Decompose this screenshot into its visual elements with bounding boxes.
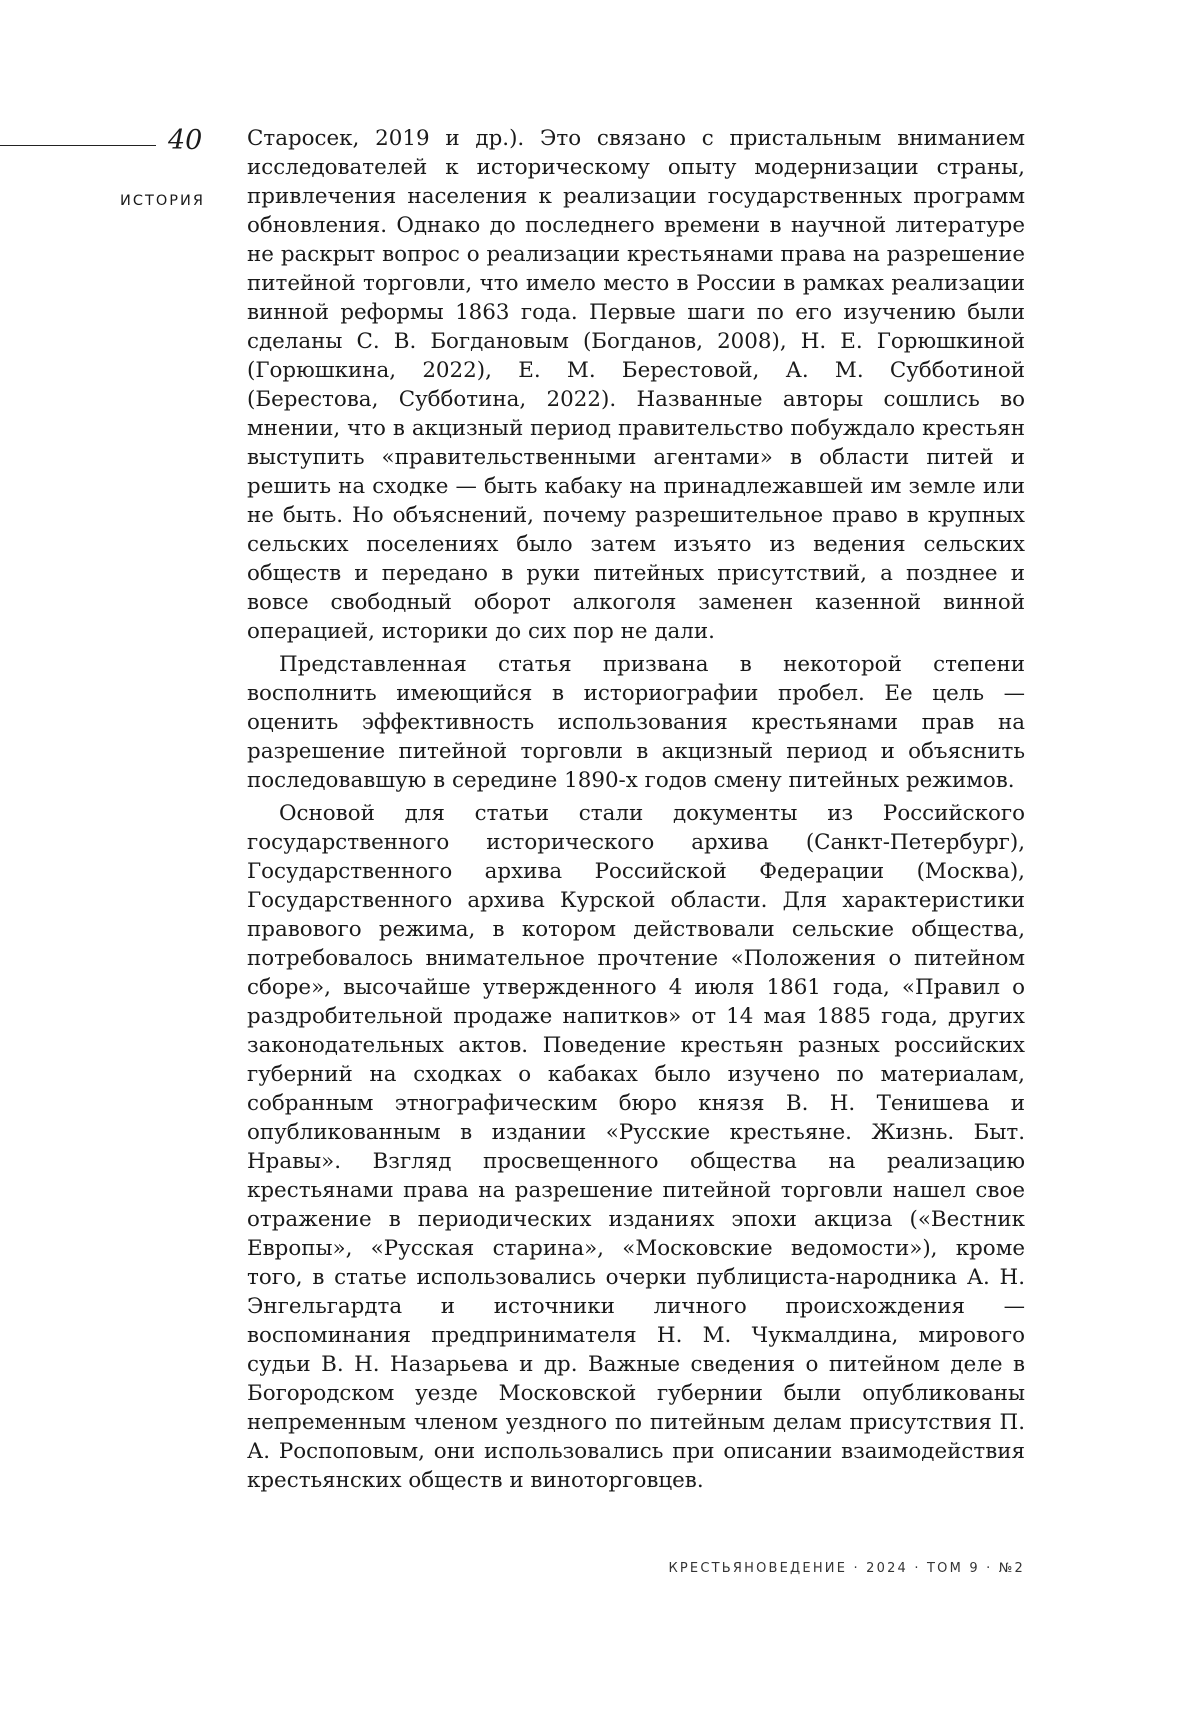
running-footer: КРЕСТЬЯНОВЕДЕНИЕ · 2024 · ТОМ 9 · №2 [668,1561,1025,1576]
page-number: 40 [168,125,203,156]
paragraph-2: Представленная статья призвана в некоторой степени восполнить имеющийся в историографии пробел. Ее цель — оценить эффективность использования крестьянами прав на разрешение питейной торговли в акцизный период и объяснить последовавшую в середине 1890-х годов смену питейных режимов. [247,652,1025,793]
paragraph-1: Старосек, 2019 и др.). Это связано с пристальным вниманием исследователей к историческому опыту модернизации страны, привлечения населения к реализации государственных программ обновления. Однако до последнего времени в научной литературе не раскрыт вопрос о реализации крестьянами права на разрешение питейной торговли, что имело место в России в рамках реализации винной реформы 1863 года. Первые шаги по его изучению были сделаны С. В. Богдановым (Богданов, 2008), Н. Е. Горюшкиной (Горюшкина, 2022), Е. М. Берестовой, А. М. Субботиной (Берестова, Субботина, 2022). Названные авторы сошлись во мнении, что в акцизный период правительство побуждало крестьян выступить «правительственными агентами» в области питей и решить на сходке — быть кабаку на принадлежавшей им земле или не быть. Но объяснений, почему разрешительное право в крупных сельских поселениях было затем изъято из ведения сельских обществ и передано в руки питейных присутствий, а позднее и вовсе свободный оборот алкоголя заменен казенной винной операцией, историки до сих пор не дали. [247,126,1025,644]
section-label: ИСТОРИЯ [120,193,205,209]
paragraph-3: Основой для статьи стали документы из Российского государственного исторического архива (Санкт-Петербург), Государственного архива Российской Федерации (Москва), Государственного архива Курской области. Для характеристики правового режима, в котором действовали сельские общества, потребовалось внимательное прочтение «Положения о питейном сборе», высочайше утвержденного 4 июля 1861 года, «Правил о раздробительной продаже напитков» от 14 мая 1885 года, других законодательных актов. Поведение крестьян разных российских губерний на сходках о кабаках было изучено по материалам, собранным этнографическим бюро князя В. Н. Тенишева и опубликованным в издании «Русские крестьяне. Жизнь. Быт. Нравы». Взгляд просвещенного общества на реализацию крестьянами права на разрешение питейной торговли нашел свое отражение в периодических изданиях эпохи акциза («Вестник Европы», «Русская старина», «Московские ведомости»), кроме того, в статье использовались очерки публициста-народника А. Н. Энгельгардта и источники личного происхождения — воспоминания предпринимателя Н. М. Чукмалдина, мирового судьи В. Н. Назарьева и др. Важные сведения о питейном деле в Богородском уезде Московской губернии были опубликованы непременным членом уездного по питейным делам присутствия П. А. Роспоповым, они использовались при описании взаимодействия крестьянских обществ и виноторговцев. [247,801,1025,1493]
margin-rule [0,145,156,146]
article-body [247,124,1025,1495]
